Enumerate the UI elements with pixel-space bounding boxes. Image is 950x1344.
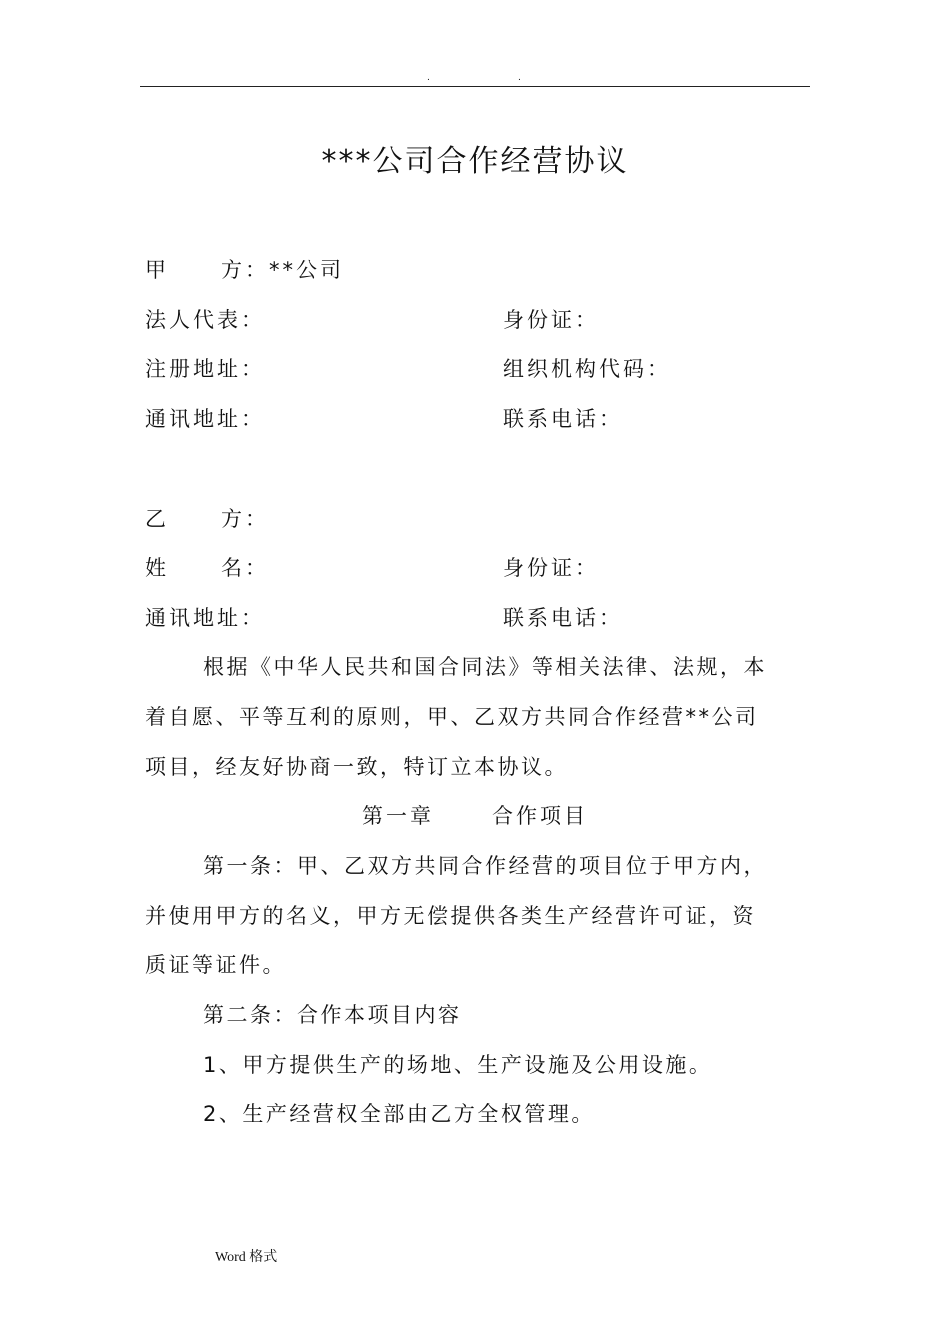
party-a-name: **公司: [269, 258, 344, 282]
party-a-label-b: 方：: [221, 258, 269, 282]
party-a-mail-address: 通讯地址：: [145, 407, 265, 431]
article-1-line-2: 并使用甲方的名义，甲方无偿提供各类生产经营许可证，资: [145, 904, 756, 928]
page-footer: Word 格式: [215, 1250, 278, 1265]
party-a-id-card: 身份证：: [503, 308, 599, 332]
article-2-item-1: 1、甲方提供生产的场地、生产设施及公用设施。: [203, 1053, 713, 1077]
article-2-item-2: 2、生产经营权全部由乙方全权管理。: [203, 1102, 595, 1126]
party-a-label-a: 甲: [145, 258, 169, 282]
party-b-id-card: 身份证：: [503, 556, 599, 580]
party-a-reg-address: 注册地址：: [145, 357, 265, 381]
party-b-name-line: [145, 553, 269, 583]
party-b-phone: 联系电话：: [503, 606, 623, 630]
document-title: ***公司合作经营协议: [321, 144, 629, 179]
chapter-1-heading: 第一章 合作项目: [361, 804, 589, 828]
party-a-line: [145, 255, 344, 285]
header-dot-left: .: [427, 73, 430, 83]
party-b-name-a: 姓: [145, 556, 169, 580]
header-dots: [0, 72, 950, 84]
party-b-mail-address: 通讯地址：: [145, 606, 265, 630]
header-rule: [140, 86, 810, 87]
party-a-org-code: 组织机构代码：: [503, 357, 671, 381]
header-dot-right: .: [518, 73, 521, 83]
party-b-line: [145, 504, 269, 534]
preamble-line-2: 着自愿、平等互利的原则，甲、乙双方共同合作经营**公司: [145, 705, 759, 729]
party-b-label-a: 乙: [145, 507, 169, 531]
party-b-name-b: 名：: [221, 556, 269, 580]
party-b-label-b: 方：: [221, 507, 269, 531]
party-a-phone: 联系电话：: [503, 407, 623, 431]
preamble-line-1: 根据《中华人民共和国合同法》等相关法律、法规，本: [203, 655, 767, 679]
article-2-heading: 第二条：合作本项目内容: [203, 1003, 462, 1027]
party-a-legal-rep: 法人代表：: [145, 308, 265, 332]
preamble-line-3: 项目，经友好协商一致，特订立本协议。: [145, 755, 568, 779]
article-1-line-3: 质证等证件。: [145, 953, 286, 977]
article-1-line-1: 第一条：甲、乙双方共同合作经营的项目位于甲方内，: [203, 854, 767, 878]
